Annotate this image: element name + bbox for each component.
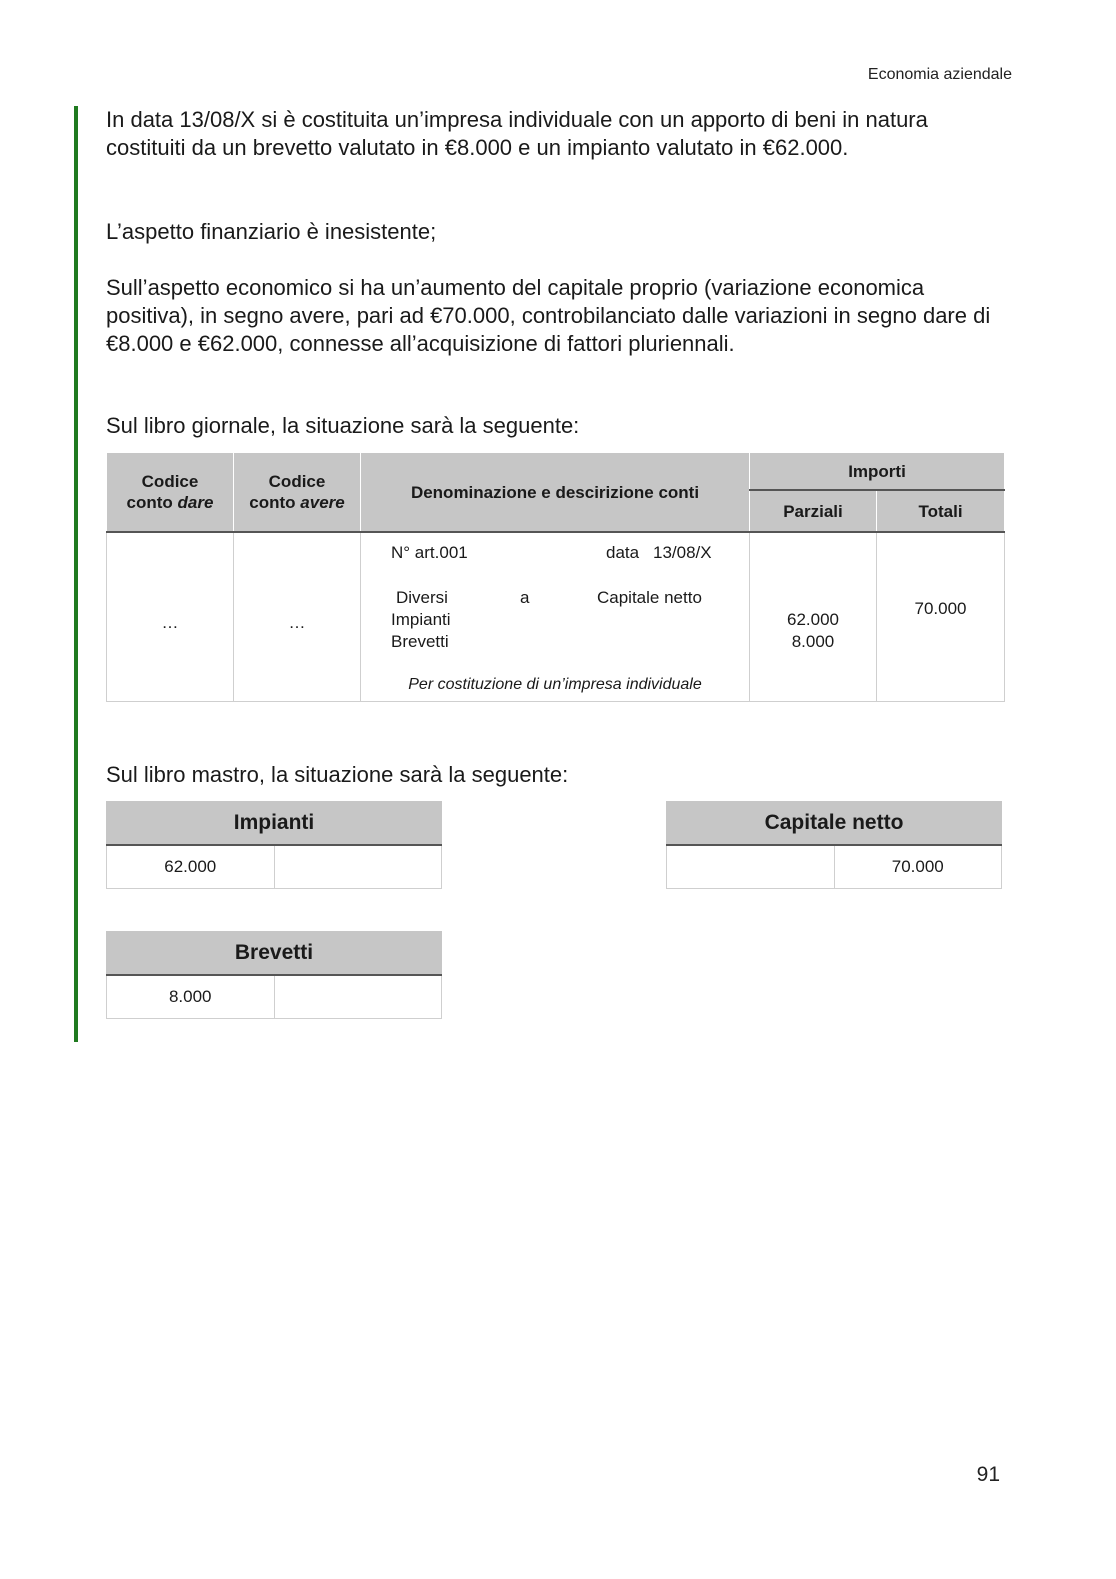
parziale-impianti: 62.000 (787, 610, 839, 629)
ledger-dare-impianti: 62.000 (164, 857, 217, 876)
label-brevetti: Brevetti (391, 632, 449, 651)
cell-parziali (750, 532, 877, 702)
paragraph-journal-intro: Sul libro giornale, la situazione sarà la seguente: (106, 413, 580, 438)
date-value: 13/08/X (653, 543, 712, 562)
ledger-avere-brevetti (274, 976, 442, 1018)
ledger-avere-impianti (274, 846, 442, 888)
header-denominazione: Denominazione e descirizione conti (361, 453, 750, 533)
paragraph-financial: L’aspetto finanziario è inesistente; (106, 219, 437, 244)
ledger-title-impianti: Impianti (106, 801, 442, 846)
ledger-row-impianti (106, 846, 442, 889)
ledger-dare-brevetti: 8.000 (168, 987, 212, 1006)
page-number: 91 (976, 1463, 1000, 1486)
ledger-row-capitale-netto (666, 846, 1002, 889)
entry-description: Per costituzione di un’impresa individuale (408, 676, 702, 693)
ledger-account-brevetti (106, 931, 442, 1019)
ledger-account-impianti (106, 801, 442, 889)
page-header-subject: Economia aziendale (867, 66, 1012, 83)
totale-value: 70.000 (914, 599, 967, 618)
header-importi: Importi (750, 453, 1005, 491)
label-capitale-netto: Capitale netto (597, 588, 702, 607)
date-label: data (606, 543, 640, 562)
label-impianti: Impianti (391, 610, 451, 629)
header-codice-avere: Codice conto avere (234, 453, 361, 533)
ledger-title-brevetti: Brevetti (106, 931, 442, 976)
journal-table (106, 452, 1005, 702)
cell-totali (877, 532, 1005, 702)
article-number: N° art.001 (391, 543, 468, 562)
label-diversi: Diversi (396, 588, 448, 607)
ledger-avere-capitale-netto: 70.000 (834, 846, 1002, 888)
cell-codice-dare: … (107, 532, 234, 702)
cell-denominazione (361, 532, 750, 702)
ledger-title-capitale-netto: Capitale netto (666, 801, 1002, 846)
header-totali: Totali (877, 490, 1005, 532)
header-parziali: Parziali (750, 490, 877, 532)
ledger-account-capitale-netto (666, 801, 1002, 889)
label-a: a (520, 588, 530, 607)
paragraph-intro: In data 13/08/X si è costituita un’impresa individuale con un apporto di beni in natura costituiti da un brevetto valutato in €8.000 e un impianto valutato in €62.000. (106, 107, 928, 160)
header-codice-dare: Codice conto dare (107, 453, 234, 533)
journal-row (107, 532, 1005, 702)
parziale-brevetti: 8.000 (791, 632, 835, 651)
ledger-dare-capitale-netto (667, 846, 834, 888)
paragraph-ledger-intro: Sul libro mastro, la situazione sarà la seguente: (106, 762, 569, 787)
margin-accent-bar (74, 106, 78, 1042)
cell-codice-avere: … (234, 532, 361, 702)
paragraph-economic: Sull’aspetto economico si ha un’aumento del capitale proprio (variazione economica positiva), in segno avere, pari ad €70.000, controbilanciato dalle variazioni in segno dare di €8.000 e €62.000, connesse all’acquisizione di fattori pluriennali. (106, 275, 991, 356)
ledger-row-brevetti (106, 976, 442, 1019)
